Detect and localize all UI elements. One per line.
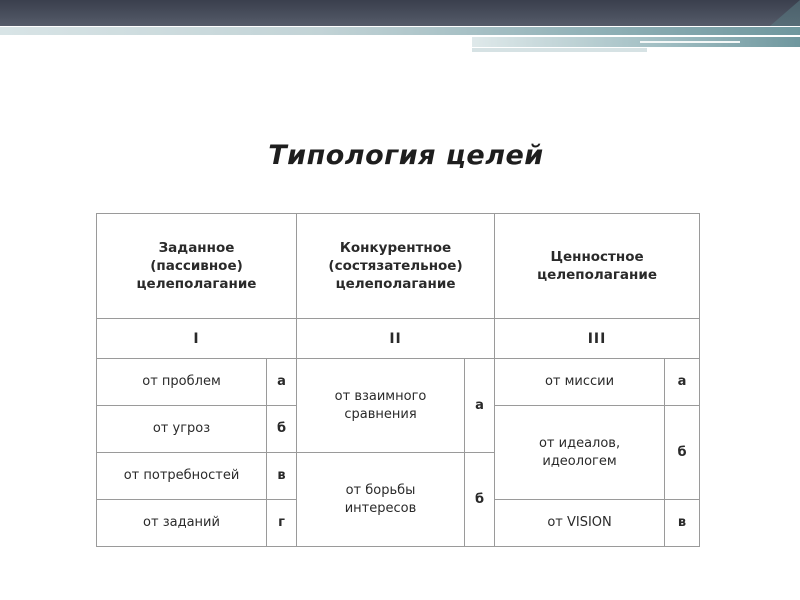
table-roman-row: [97, 319, 700, 359]
header-line: целеполагание: [136, 276, 257, 292]
cell-letter: в: [665, 500, 700, 547]
cell-letter: а: [267, 359, 297, 406]
header-accent: [770, 0, 800, 26]
cell-line: интересов: [344, 500, 417, 516]
cell-line: идеологем: [542, 453, 617, 469]
header-bar: [0, 0, 800, 26]
header-line: Ценностное: [550, 249, 644, 265]
cell-line: сравнения: [344, 406, 417, 422]
decor-stripe: [640, 41, 740, 43]
cell-letter: а: [665, 359, 700, 406]
header-value: [495, 214, 700, 319]
table-row: [97, 359, 700, 406]
decor-stripe: [0, 27, 800, 35]
slide-title: Типология целей: [268, 140, 544, 171]
header-line: целеполагание: [335, 276, 456, 292]
cell-letter: в: [267, 453, 297, 500]
roman-numeral: I: [97, 319, 297, 359]
cell-letter: а: [465, 359, 495, 453]
cell-text: от VISION: [495, 500, 665, 547]
decor-stripe: [472, 48, 647, 52]
header-line: (пассивное): [150, 258, 243, 274]
header-passive: [97, 214, 297, 319]
header-competitive: [297, 214, 495, 319]
cell-line: от борьбы: [345, 482, 416, 498]
cell-line: от идеалов,: [538, 435, 621, 451]
cell-text: [297, 453, 465, 547]
cell-letter: г: [267, 500, 297, 547]
decor-stripe: [472, 37, 800, 47]
cell-text: от потребностей: [97, 453, 267, 500]
table-header-row: [97, 214, 700, 319]
header-line: (состязательное): [328, 258, 463, 274]
cell-letter: б: [267, 406, 297, 453]
cell-text: от заданий: [97, 500, 267, 547]
cell-text: [297, 359, 465, 453]
cell-line: от взаимного: [334, 388, 427, 404]
roman-numeral: II: [297, 319, 495, 359]
cell-text: от миссии: [495, 359, 665, 406]
cell-text: [495, 406, 665, 500]
roman-numeral: III: [495, 319, 700, 359]
header-line: Конкурентное: [339, 240, 452, 256]
header-line: Заданное: [158, 240, 235, 256]
header-line: целеполагание: [537, 267, 657, 283]
cell-letter: б: [465, 453, 495, 547]
cell-text: от угроз: [97, 406, 267, 453]
cell-letter: б: [665, 406, 700, 500]
typology-table: [96, 213, 700, 547]
cell-text: от проблем: [97, 359, 267, 406]
